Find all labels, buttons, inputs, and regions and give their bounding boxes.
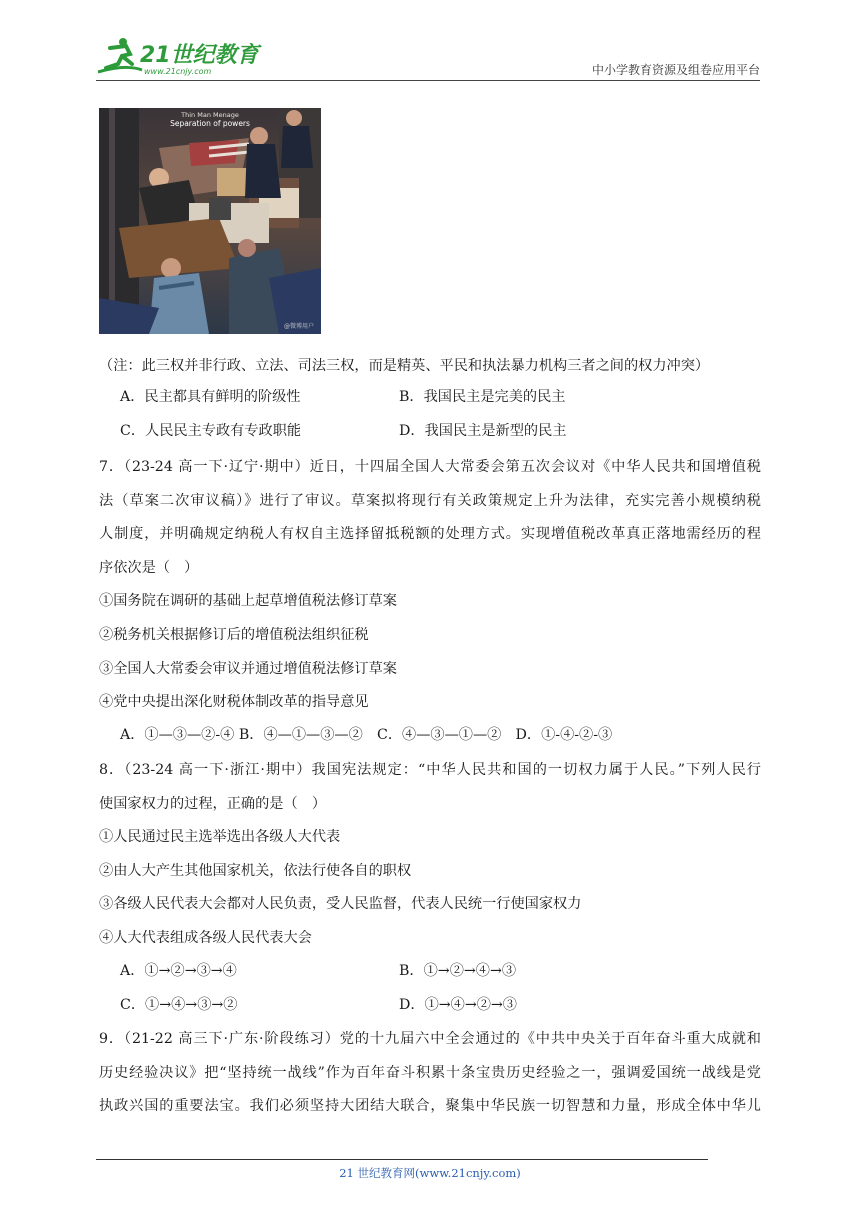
q9-line: 执政兴国的重要法宝。我们必须坚持大团结大联合，聚集中华民族一切智慧和力量，形成全体中华儿 (99, 1098, 761, 1115)
q8-option-c: C．①→④→③→② (120, 997, 238, 1013)
q6-option-d: D．我国民主是新型的民主 (399, 423, 567, 439)
header-divider (96, 80, 760, 81)
image-note: （注：此三权并非行政、立法、司法三权，而是精英、平民和执法暴力机构三者之间的权力冲突） (99, 358, 710, 374)
footer-divider (96, 1159, 708, 1160)
platform-name: 中小学教育资源及组卷应用平台 (591, 63, 760, 77)
q8-option-d: D．①→④→②→③ (399, 997, 517, 1013)
footer-text: 21 世纪教育网(www.21cnjy.com) (339, 1166, 521, 1180)
image-watermark: @微博用户 (283, 323, 315, 330)
logo-text: 21世纪教育 (140, 43, 259, 68)
q8-option-a: A．①→②→③→④ (120, 963, 237, 979)
q8-line: 8．（23-24 高一下·浙江·期中）我国宪法规定：“中华人民共和国的一切权力属于人民。”下列人民行 (99, 762, 761, 778)
illustration-image (99, 108, 321, 334)
q7-line: 人制度，并明确规定纳税人有权自主选择留抵税额的处理方式。实现增值税改革真正落地需经历的程 (99, 526, 761, 543)
q8-item: ②由人大产生其他国家机关，依法行使各自的职权 (99, 862, 412, 879)
q7-line: 序依次是（ ） (99, 559, 199, 576)
logo-url: www.21cnjy.com (144, 67, 212, 76)
image-caption-line1: Thin Man Menage (181, 111, 239, 119)
q6-option-c: C．人民民主专政有专政职能 (120, 423, 302, 439)
q8-item: ④人大代表组成各级人民代表大会 (99, 929, 312, 946)
q6-option-a: A．民主都具有鲜明的阶级性 (120, 389, 301, 405)
q9-line: 历史经验决议》把“坚持统一战线”作为百年奋斗积累十条宝贵历史经验之一，强调爱国统一战线是党 (99, 1064, 761, 1081)
q7-stem (99, 451, 761, 720)
q8-stem (99, 754, 761, 956)
q8-item: ①人民通过民主选举选出各级人大代表 (99, 829, 341, 846)
q6-option-b: B．我国民主是完美的民主 (399, 389, 566, 405)
image-caption-line2: Separation of powers (170, 119, 250, 128)
q8-item: ③各级人民代表大会都对人民负责，受人民监督，代表人民统一行使国家权力 (99, 896, 582, 913)
q9-line: 9．（21-22 高三下·广东·阶段练习）党的十九届六中全会通过的《中共中央关于百年奋斗重大成就和 (99, 1031, 761, 1047)
q7-line: 法（草案二次审议稿）》进行了审议。草案拟将现行有关政策规定上升为法律，充实完善小规模纳税 (99, 492, 761, 509)
q7-item: ③全国人大常委会审议并通过增值税法修订草案 (99, 660, 397, 677)
q9-stem (99, 1023, 761, 1124)
q7-line: 7．（23-24 高一下·辽宁·期中）近日，十四届全国人大常委会第五次会议对《中华人民共和国增值税 (99, 459, 761, 475)
q7-item: ④党中央提出深化财税体制改革的指导意见 (99, 694, 369, 711)
logo-runner-icon (96, 34, 266, 78)
q7-item: ②税务机关根据修订后的增值税法组织征税 (99, 626, 369, 643)
page-header (96, 34, 760, 80)
q8-line: 使国家权力的过程，正确的是（ ） (99, 795, 327, 812)
q7-item: ①国务院在调研的基础上起草增值税法修订草案 (99, 593, 397, 610)
site-logo (96, 34, 266, 78)
q7-options: A．①—③—②-④ B．④—①—③—② C．④—③—①—② D．①-④-②-③ (120, 727, 613, 743)
q8-option-b: B．①→②→④→③ (399, 963, 517, 979)
